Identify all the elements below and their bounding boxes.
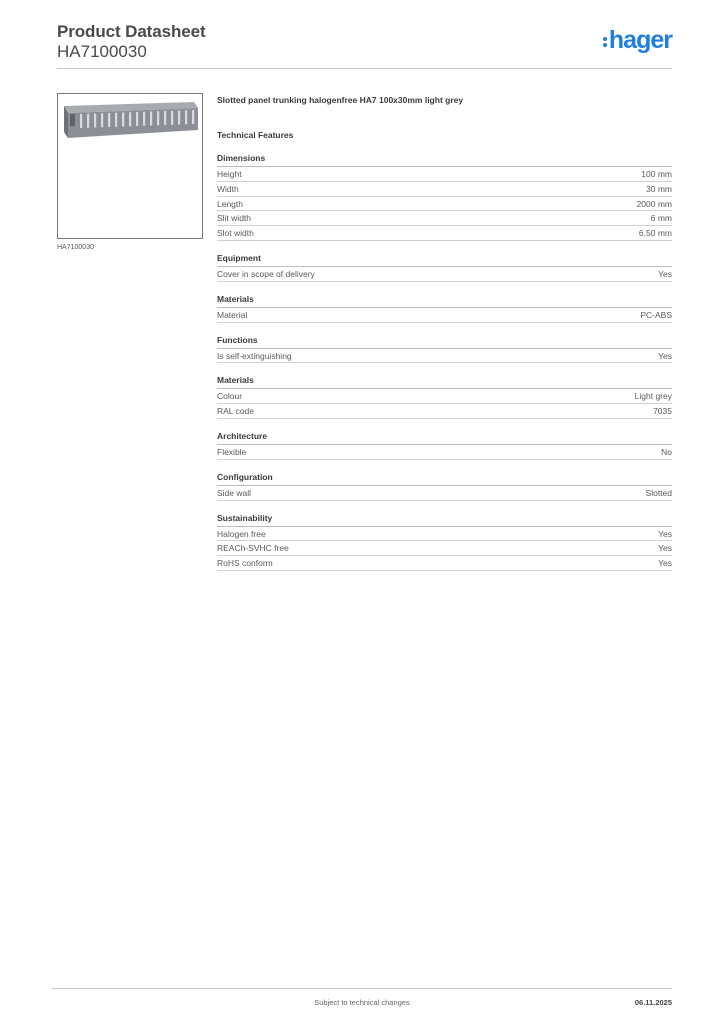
feature-section [217, 294, 672, 323]
feature-row [217, 389, 672, 404]
feature-value: Yes [658, 558, 672, 569]
footer-divider [52, 988, 672, 989]
feature-row [217, 349, 672, 364]
feature-value: Slotted [645, 487, 672, 498]
feature-label: Side wall [217, 487, 252, 498]
feature-value: No [661, 446, 672, 457]
feature-label: Material [217, 309, 248, 320]
feature-row [217, 486, 672, 501]
header-divider [57, 68, 672, 69]
feature-row [217, 527, 672, 542]
feature-section [217, 335, 672, 364]
section-title: Equipment [217, 253, 672, 267]
feature-value: Yes [658, 268, 672, 279]
feature-label: Length [217, 198, 243, 209]
footer-date: 06.11.2025 [634, 998, 672, 1007]
feature-label: REACh-SVHC free [217, 543, 289, 554]
feature-value: 6 mm [650, 213, 672, 224]
feature-value: 7035 [653, 406, 672, 417]
feature-section [217, 472, 672, 501]
feature-section [217, 375, 672, 419]
feature-label: RAL code [217, 406, 255, 417]
feature-value: 2000 mm [636, 198, 672, 209]
section-title: Configuration [217, 472, 672, 486]
feature-value: Yes [658, 528, 672, 539]
feature-label: Height [217, 169, 242, 179]
feature-label: Is self-extinguishing [217, 350, 292, 361]
feature-row [217, 556, 672, 571]
feature-section [217, 431, 672, 460]
feature-row [217, 404, 672, 419]
feature-value: 6.50 mm [638, 228, 672, 239]
section-title: Materials [217, 375, 672, 389]
product-image [57, 93, 203, 239]
feature-label: Colour [217, 391, 243, 402]
hager-logo [603, 26, 672, 54]
feature-section [217, 513, 672, 571]
feature-row [217, 226, 672, 241]
feature-value: Yes [658, 350, 672, 361]
logo-text: hager [608, 26, 672, 54]
section-title: Dimensions [217, 153, 672, 167]
feature-row [217, 445, 672, 460]
feature-content [217, 94, 672, 571]
feature-label: RoHS conform [217, 558, 273, 569]
feature-label: Slot width [217, 228, 254, 239]
feature-row [217, 197, 672, 212]
feature-sections [217, 153, 672, 571]
feature-value: PC-ABS [640, 309, 672, 320]
product-name: Slotted panel trunking halogenfree HA7 100x30mm light grey [217, 95, 464, 105]
footer-note: Subject to technical changes [314, 998, 410, 1007]
image-caption: HA7100030 [57, 244, 94, 251]
trunking-illustration-icon [58, 94, 202, 238]
feature-label: Slit width [217, 213, 252, 224]
logo-dots-icon [603, 37, 607, 47]
feature-value: Yes [658, 543, 672, 554]
section-title: Materials [217, 294, 672, 308]
feature-row [217, 167, 672, 182]
feature-section [217, 253, 672, 282]
feature-label: Cover in scope of delivery [217, 268, 315, 279]
feature-value: Light grey [634, 391, 672, 402]
product-number: HA7100030 [57, 42, 147, 61]
feature-label: Flexible [217, 446, 247, 457]
feature-section [217, 153, 672, 241]
section-title: Functions [217, 335, 672, 349]
feature-value: 30 mm [646, 183, 672, 194]
feature-label: Width [217, 183, 239, 194]
technical-features-heading: Technical Features [217, 130, 294, 140]
page-header [57, 22, 672, 68]
feature-row [217, 267, 672, 282]
feature-row [217, 541, 672, 556]
feature-row [217, 182, 672, 197]
document-title: Product Datasheet [57, 22, 206, 41]
feature-row [217, 211, 672, 226]
feature-label: Halogen free [217, 528, 266, 539]
section-title: Sustainability [217, 513, 672, 527]
section-title: Architecture [217, 431, 672, 445]
feature-row [217, 308, 672, 323]
feature-value: 100 mm [641, 169, 672, 179]
